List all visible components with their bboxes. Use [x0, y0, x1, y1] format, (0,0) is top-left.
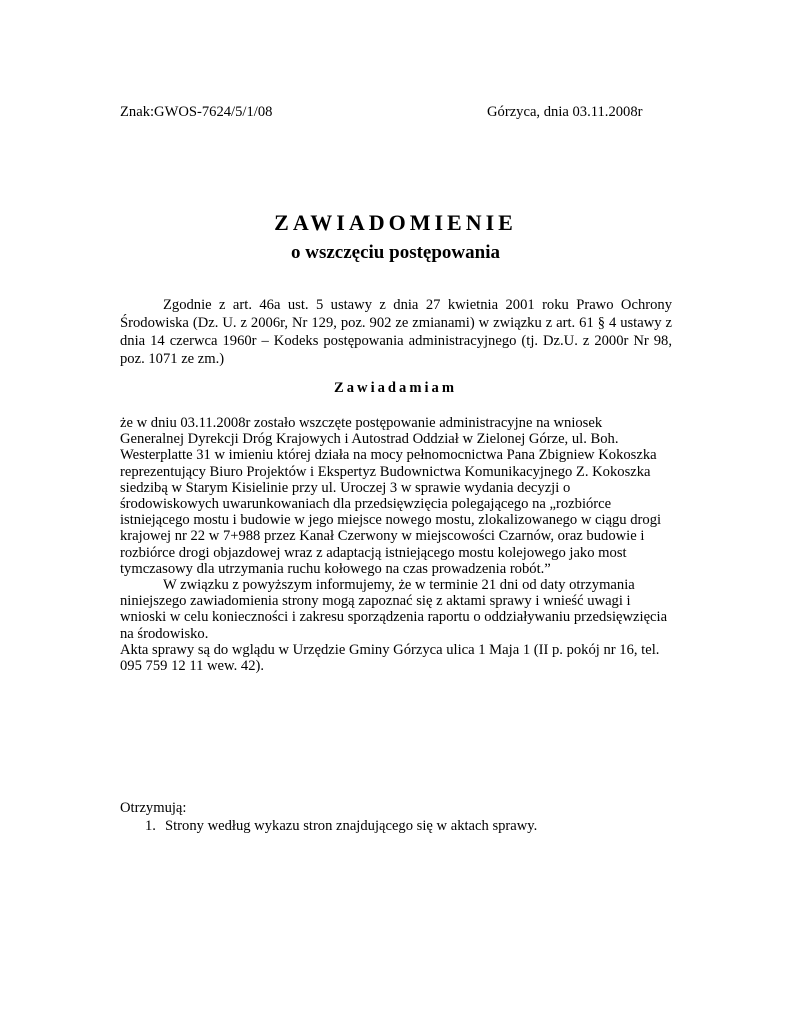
list-item-number: 1.	[145, 818, 156, 834]
reference-number: Znak:GWOS-7624/5/1/08	[120, 104, 273, 120]
paragraph-line: Środowiska (Dz. U. z 2006r, Nr 129, poz. 902 ze zmianami) w związku z art. 61 § 4 ustawy z	[120, 315, 672, 331]
document-title: ZAWIADOMIENIE	[274, 210, 517, 235]
body-line: wnioski w celu konieczności i zakresu sporządzenia raportu o oddziaływaniu przedsięwzięcia	[120, 609, 668, 626]
recipients-list	[145, 818, 537, 835]
body-line: Akta sprawy są do wglądu w Urzędzie Gminy Górzyca ulica 1 Maja 1 (II p. pokój nr 16, tel.	[120, 641, 660, 658]
list-item-text: Strony według wykazu stron znajdującego się w aktach sprawy.	[165, 818, 538, 834]
body-line: tymczasowy dla utrzymania ruchu kołowego na czas prowadzenia robót.”	[120, 560, 551, 577]
body-line: że w dniu 03.11.2008r zostało wszczęte postępowanie administracyjne na wniosek	[120, 415, 603, 431]
body-line: niniejszego zawiadomienia strony mogą zapoznać się z aktami sprawy i wnieść uwagi i	[120, 593, 631, 610]
body-line: reprezentujący Biuro Projektów i Ekspertyz Budownictwa Komunikacyjnego Z. Kokoszka	[120, 463, 651, 480]
document-subtitle: o wszczęciu postępowania	[291, 242, 500, 263]
body-line: na środowisko.	[120, 625, 209, 642]
notification-body	[120, 415, 680, 674]
paragraph-line: dnia 14 czerwca 1960r – Kodeks postępowania administracyjnego (tj. Dz.U. z 2000r Nr 98,	[120, 333, 672, 349]
body-line: siedzibą w Starym Kisielinie przy ul. Uroczej 3 w sprawie wydania decyzji o	[120, 479, 571, 496]
body-line: Generalnej Dyrekcji Dróg Krajowych i Autostrad Oddział w Zielonej Górze, ul. Boh.	[120, 431, 619, 448]
body-line: krajowej nr 22 w 7+988 przez Kanał Czerwony w miejscowości Czarnów, oraz budowie i	[120, 528, 645, 545]
paragraph-line: Zgodnie z art. 46a ust. 5 ustawy z dnia 27 kwietnia 2001 roku Prawo Ochrony	[163, 297, 672, 313]
recipients-label: Otrzymują:	[120, 800, 187, 816]
place-and-date: Górzyca, dnia 03.11.2008r	[487, 104, 643, 120]
legal-basis-paragraph	[120, 296, 672, 368]
body-line: Westerplatte 31 w imieniu której działa na mocy pełnomocnictwa Pana Zbigniew Kokoszka	[120, 447, 657, 464]
body-line: W związku z powyższym informujemy, że w terminie 21 dni od daty otrzymania	[163, 577, 635, 594]
body-line: rozbiórce drogi objazdowej wraz z adaptacją istniejącego mostu kolejowego jako most	[120, 544, 627, 561]
body-line: istniejącego mostu i budowie w jego miejsce nowego mostu, zlokalizowanego w ciągu drogi	[120, 512, 662, 529]
section-heading: Zawiadamiam	[334, 380, 457, 396]
paragraph-line: poz. 1071 ze zm.)	[120, 351, 225, 367]
list-item	[145, 818, 537, 835]
body-line: środowiskowych uwarunkowaniach dla przedsięwzięcia polegającego na „rozbiórce	[120, 496, 612, 513]
body-line: 095 759 12 11 wew. 42).	[120, 658, 265, 675]
